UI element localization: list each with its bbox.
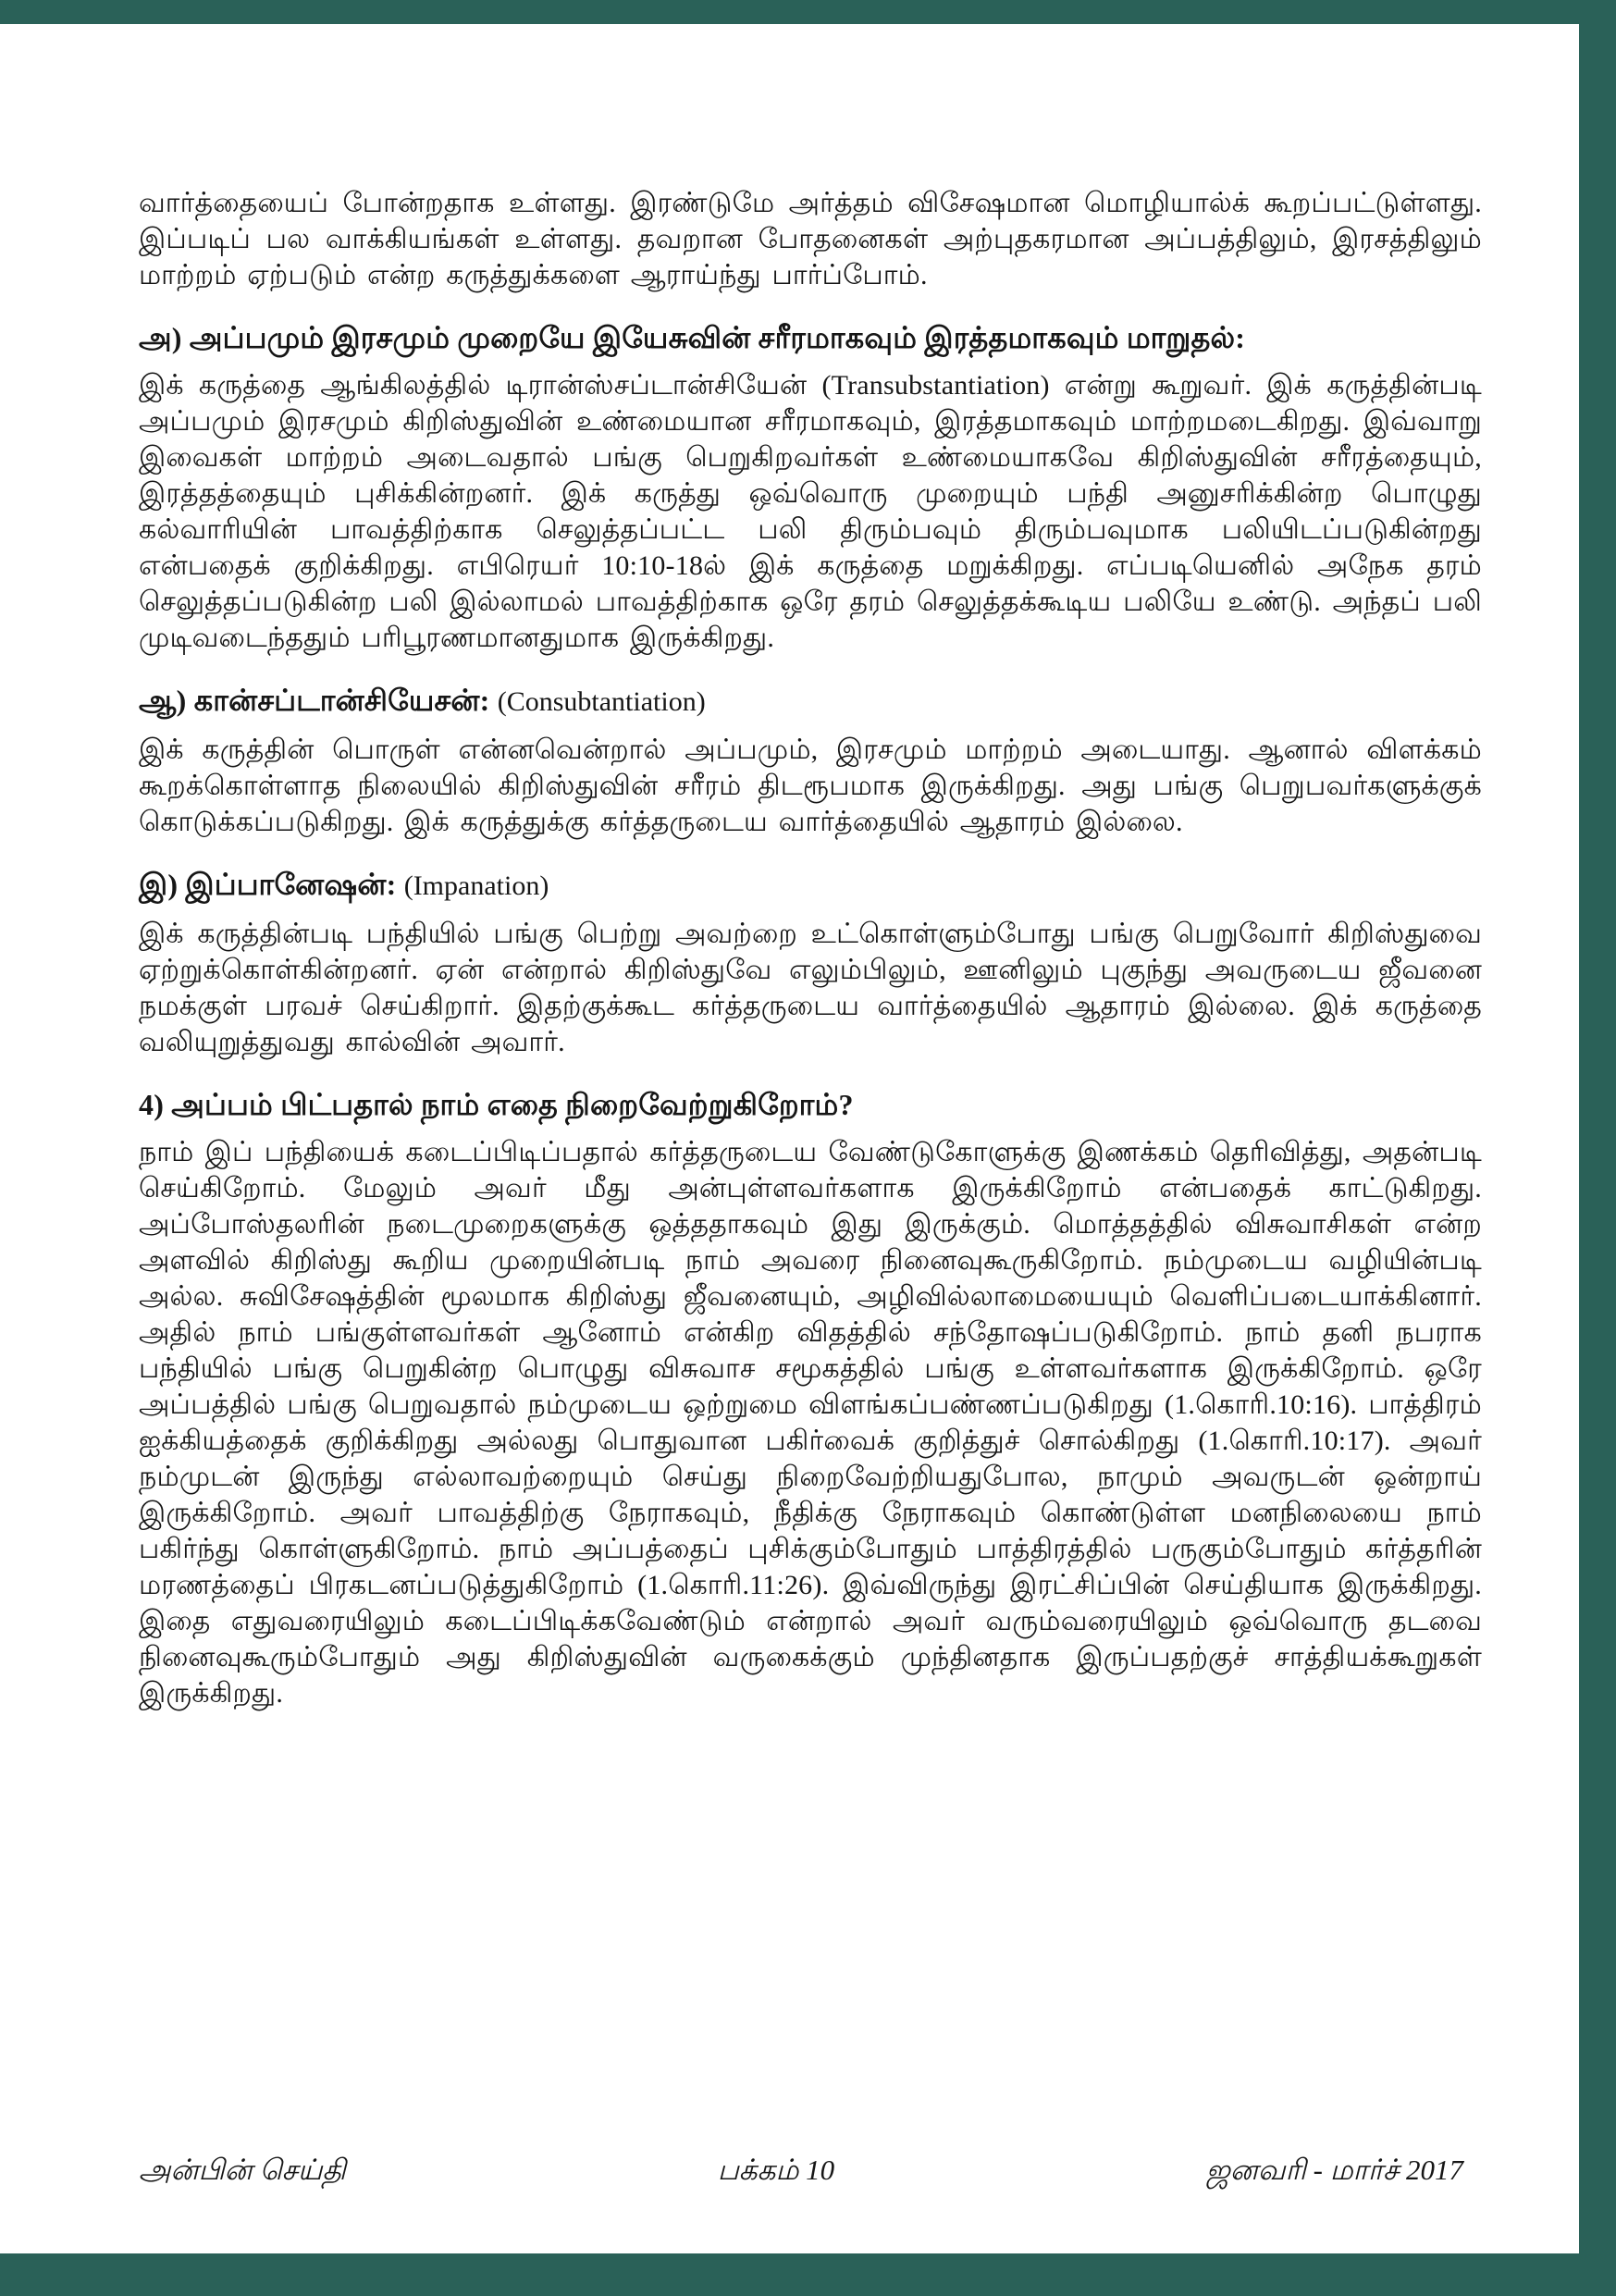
- section-heading-consubstantiation: [139, 681, 1482, 722]
- footer-newsletter-title: அன்பின் செய்தி: [139, 2154, 346, 2186]
- section-heading-impanation: [139, 865, 1482, 906]
- section-heading-text: இ) இப்பானேஷன்:: [139, 868, 397, 901]
- footer-page-number: பக்கம் 10: [717, 2154, 835, 2186]
- section-body-impanation: இக் கருத்தின்படி பந்தியில் பங்கு பெற்று அவற்றை உட்கொள்ளும்போது பங்கு பெறுவோர் கிறிஸ்துவை ஏற்றுக்கொள்கின்றனர். ஏன் என்றால் கிறிஸ்துவே எலும்பிலும், ஊனிலும் புகுந்து அவருடைய ஜீவனை நமக்குள் பரவச் செய்கிறார். இதற்குக்கூட கர்த்தருடைய வார்த்தையில் ஆதாரம் இல்லை. இக் கருத்தை வலியுறுத்துவது கால்வின் அவார்.: [139, 919, 1482, 1057]
- intro-paragraph: வார்த்தையைப் போன்றதாக உள்ளது. இரண்டுமே அர்த்தம் விசேஷமான மொழியால்க் கூறப்பட்டுள்ளது. இப்படிப் பல வாக்கியங்கள் உள்ளது. தவறான போதனைகள் அற்புதகரமான அப்பத்திலும், இரசத்திலும் மாற்றம் ஏற்படும் என்ற கருத்துக்களை ஆராய்ந்து பார்ப்போம்.: [139, 188, 1482, 290]
- section-heading-text: அ) அப்பமும் இரசமும் முறையே இயேசுவின் சரீரமாகவும் இரத்தமாகவும் மாறுதல்:: [139, 321, 1246, 354]
- section-heading-english-note: (Consubtantiation): [497, 686, 706, 717]
- section-body-consubstantiation: இக் கருத்தின் பொருள் என்னவென்றால் அப்பமும், இரசமும் மாற்றம் அடையாது. ஆனால் விளக்கம் கூறக்கொள்ளாத நிலையில் கிறிஸ்துவின் சரீரம் திடரூபமாக இருக்கிறது. அது பங்கு பெறுபவர்களுக்குக் கொடுக்கப்படுகிறது. இக் கருத்துக்கு கர்த்தருடைய வார்த்தையில் ஆதாரம் இல்லை.: [139, 734, 1482, 837]
- section-heading-breaking-bread: [139, 1085, 1482, 1124]
- top-border-band: [0, 0, 1616, 24]
- section-body-breaking-bread: நாம் இப் பந்தியைக் கடைப்பிடிப்பதால் கர்த்தருடைய வேண்டுகோளுக்கு இணக்கம் தெரிவித்து, அதன்படி செய்கிறோம். மேலும் அவர் மீது அன்புள்ளவர்களாக இருக்கிறோம் என்பதைக் காட்டுகிறது. அப்போஸ்தலரின் நடைமுறைகளுக்கு ஒத்ததாகவும் இது இருக்கும். மொத்தத்தில் விசுவாசிகள் என்ற அளவில் கிறிஸ்து கூறிய முறையின்படி நாம் அவரை நினைவுகூருகிறோம். நம்முடைய வழியின்படி அல்ல. சுவிசேஷத்தின் மூலமாக கிறிஸ்து ஜீவனையும், அழிவில்லாமையையும் வெளிப்படையாக்கினார். அதில் நாம் பங்குள்ளவர்கள் ஆனோம் என்கிற விதத்தில் சந்தோஷப்படுகிறோம். நாம் தனி நபராக பந்தியில் பங்கு பெறுகின்ற பொழுது விசுவாச சமூகத்தில் பங்கு உள்ளவர்களாக இருக்கிறோம். ஒரே அப்பத்தில் பங்கு பெறுவதால் நம்முடைய ஒற்றுமை விளங்கப்பண்ணப்படுகிறது (1.கொரி.10:16). பாத்திரம் ஐக்கியத்தைக் குறிக்கிறது அல்லது பொதுவான பகிர்வைக் குறித்துச் சொல்கிறது (1.கொரி.10:17). அவர் நம்முடன் இருந்து எல்லாவற்றையும் செய்து நிறைவேற்றியதுபோல, நாமும் அவருடன் ஒன்றாய் இருக்கிறோம். அவர் பாவத்திற்கு நேராகவும், நீதிக்கு நேராகவும் கொண்டுள்ள மனநிலையை நாம் பகிர்ந்து கொள்ளுகிறோம். நாம் அப்பத்தைப் புசிக்கும்போதும் பாத்திரத்தில் பருகும்போதும் கர்த்தரின் மரணத்தைப் பிரகடனப்படுத்துகிறோம் (1.கொரி.11:26). இவ்விருந்து இரட்சிப்பின் செய்தியாக இருக்கிறது. இதை எதுவரையிலும் கடைப்பிடிக்கவேண்டும் என்றால் அவர் வரும்வரையிலும் ஒவ்வொரு தடவை நினைவுகூரும்போதும் அது கிறிஸ்துவின் வருகைக்கும் முந்தினதாக இருப்பதற்குச் சாத்தியக்கூறுகள் இருக்கிறது.: [139, 1137, 1482, 1709]
- right-border-band: [1579, 0, 1616, 2296]
- section-heading-text: ஆ) கான்சப்டான்சியேசன்:: [139, 684, 490, 717]
- section-heading-transubstantiation: [139, 318, 1482, 357]
- section-body-transubstantiation: இக் கருத்தை ஆங்கிலத்தில் டிரான்ஸ்சப்டான்சியேன் (Transubstantiation) என்று கூறுவர். இக் கருத்தின்படி அப்பமும் இரசமும் கிறிஸ்துவின் உண்மையான சரீரமாகவும், இரத்தமாகவும் மாற்றமடைகிறது. இவ்வாறு இவைகள் மாற்றம் அடைவதால் பங்கு பெறுகிறவர்கள் உண்மையாகவே கிறிஸ்துவின் சரீரத்தையும், இரத்தத்தையும் புசிக்கின்றனர். இக் கருத்து ஒவ்வொரு முறையும் பந்தி அனுசரிக்கின்ற பொழுது கல்வாரியின் பாவத்திற்காக செலுத்தப்பட்ட பலி திரும்பவும் திரும்பவுமாக பலியிடப்படுகின்றது என்பதைக் குறிக்கிறது. எபிரெயர் 10:10-18ல் இக் கருத்தை மறுக்கிறது. எப்படியெனில் அநேக தரம் செலுத்தப்படுகின்ற பலி இல்லாமல் பாவத்திற்காக ஒரே தரம் செலுத்தக்கூடிய பலியே உண்டு. அந்தப் பலி முடிவடைந்ததும் பரிபூரணமானதுமாக இருக்கிறது.: [139, 370, 1482, 653]
- section-heading-text: 4) அப்பம் பிட்பதால் நாம் எதை நிறைவேற்றுகிறோம்?: [139, 1088, 854, 1121]
- page-text-column: [139, 185, 1482, 1711]
- footer-issue-period: ஜனவரி - மார்ச் 2017: [1206, 2154, 1463, 2186]
- bottom-border-band: [0, 2253, 1616, 2296]
- page-footer: [139, 2152, 1463, 2189]
- section-heading-english-note: (Impanation): [403, 870, 549, 901]
